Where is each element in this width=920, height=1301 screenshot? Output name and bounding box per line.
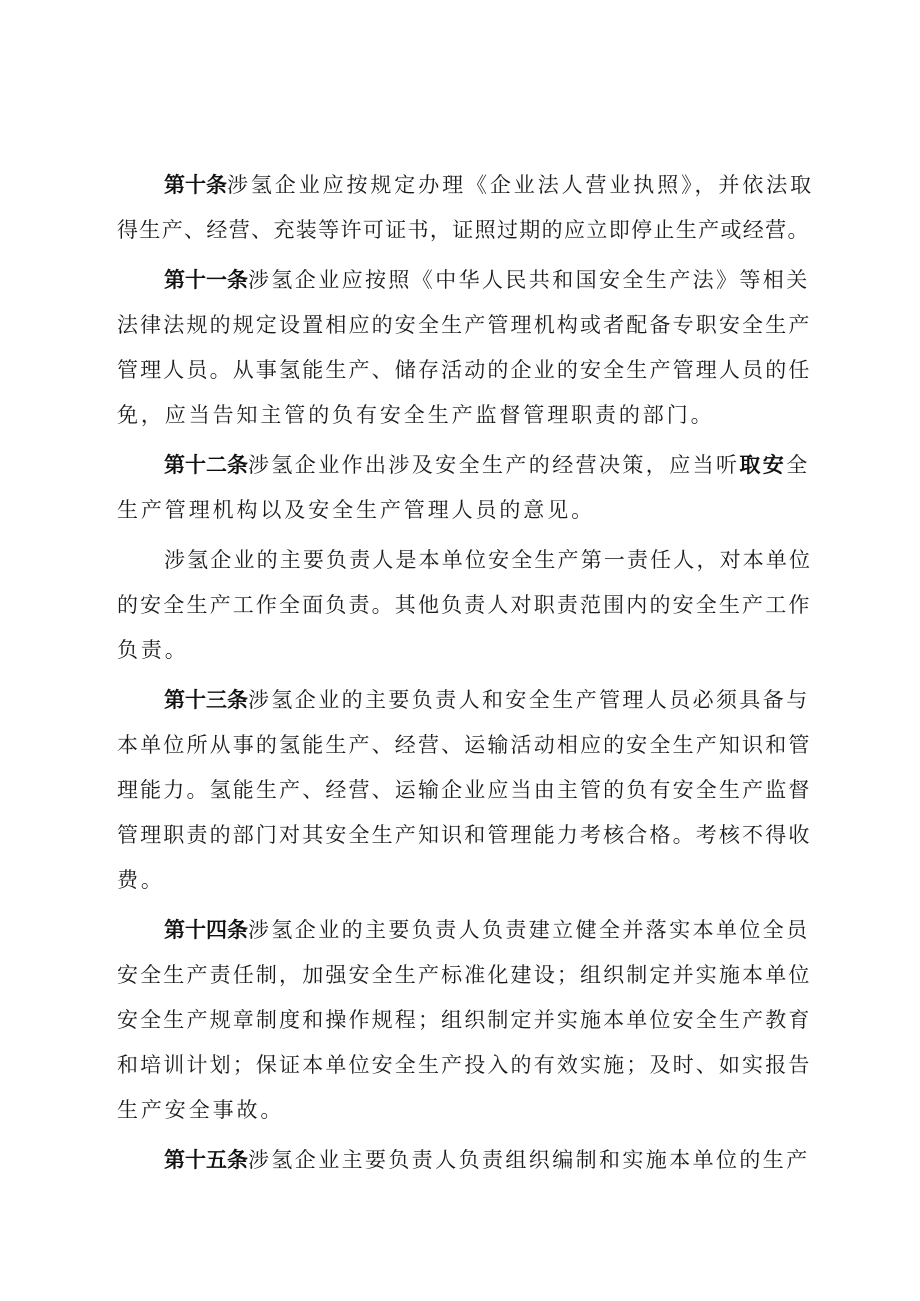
article-12-p2-line-1: 涉氢企业的主要负责人是本单位安全生产第一责任人，对本单位 bbox=[164, 548, 813, 572]
article-11-line-2: 法律法规的规定设置相应的安全生产管理机构或者配备专职安全生产 bbox=[117, 313, 812, 337]
article-10-heading: 第十条 bbox=[164, 173, 227, 197]
article-13-line-5: 费。 bbox=[117, 868, 165, 892]
article-12-p2-line-2: 的安全生产工作全面负责。其他负责人对职责范围内的安全生产工作 bbox=[117, 593, 812, 617]
article-13-line-3: 理能力。氢能生产、经营、运输企业应当由主管的负有安全生产监督 bbox=[117, 778, 812, 802]
article-14-line-4: 和培训计划；保证本单位安全生产投入的有效实施；及时、如实报告 bbox=[117, 1053, 812, 1077]
article-15-heading: 第十五条 bbox=[164, 1148, 248, 1172]
article-11-line-4: 免，应当告知主管的负有安全生产监督管理职责的部门。 bbox=[117, 403, 715, 427]
article-12-text-b: 全 bbox=[786, 453, 810, 477]
article-12-line-2: 生产管理机构以及安全生产管理人员的意见。 bbox=[117, 498, 595, 522]
article-11-line-1 bbox=[164, 265, 810, 295]
article-12-line-1 bbox=[164, 450, 810, 480]
article-15-text: 涉氢企业主要负责人负责组织编制和实施本单位的生产 bbox=[248, 1148, 810, 1172]
article-11-heading: 第十一条 bbox=[164, 268, 248, 292]
article-10-line-1 bbox=[164, 170, 814, 200]
article-14-text: 涉氢企业的主要负责人负责建立健全并落实本单位全员 bbox=[248, 918, 810, 942]
article-10-line-2: 得生产、经营、充装等许可证书，证照过期的应立即停止生产或经营。 bbox=[117, 218, 810, 242]
article-12-text-a: 涉氢企业作出涉及安全生产的经营决策，应当听 bbox=[248, 453, 740, 477]
article-11-text: 涉氢企业应按照《中华人民共和国安全生产法》等相关 bbox=[248, 268, 810, 292]
article-14-line-5: 生产安全事故。 bbox=[117, 1098, 285, 1122]
article-12-text-bold: 取安 bbox=[739, 453, 787, 477]
article-12-p2-line-3: 负责。 bbox=[117, 638, 189, 662]
article-13-text: 涉氢企业的主要负责人和安全生产管理人员必须具备与 bbox=[248, 688, 810, 712]
article-13-line-1 bbox=[164, 685, 810, 715]
article-13-line-4: 管理职责的部门对其安全生产知识和管理能力考核合格。考核不得收 bbox=[117, 823, 812, 847]
article-14-line-3: 安全生产规章制度和操作规程；组织制定并实施本单位安全生产教育 bbox=[117, 1008, 812, 1032]
article-14-line-2: 安全生产责任制，加强安全生产标准化建设；组织制定并实施本单位 bbox=[117, 963, 812, 987]
article-14-heading: 第十四条 bbox=[164, 918, 248, 942]
article-12-heading: 第十二条 bbox=[164, 453, 248, 477]
article-15-line-1 bbox=[164, 1145, 810, 1175]
article-11-line-3: 管理人员。从事氢能生产、储存活动的企业的安全生产管理人员的任 bbox=[117, 358, 812, 382]
article-14-line-1 bbox=[164, 915, 810, 945]
article-10-text: 涉氢企业应按规定办理《企业法人营业执照》，并依法取 bbox=[227, 173, 814, 197]
article-13-heading: 第十三条 bbox=[164, 688, 248, 712]
article-13-line-2: 本单位所从事的氢能生产、经营、运输活动相应的安全生产知识和管 bbox=[117, 733, 812, 757]
